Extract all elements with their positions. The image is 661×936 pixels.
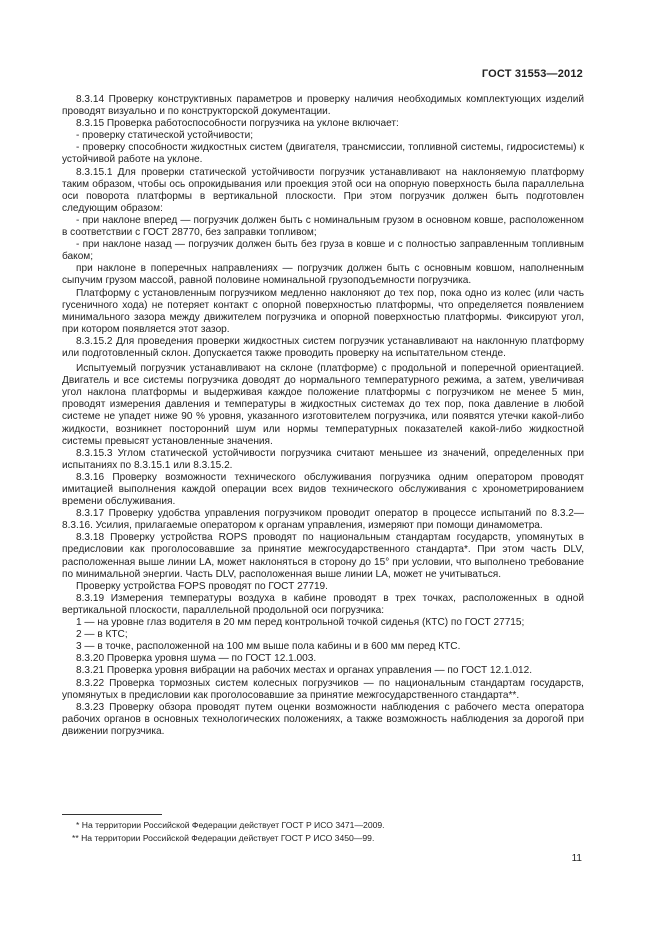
- paragraph-8-3-20: 8.3.20 Проверка уровня шума — по ГОСТ 12.1.003.: [76, 653, 317, 665]
- footnote-separator: [62, 814, 162, 815]
- list-item: - проверку способности жидкостных систем (двигателя, трансмиссии, топливной системы, гидросистемы) к устойчивой работе на уклоне.: [62, 142, 584, 166]
- document-body: [62, 94, 584, 738]
- standard-designation: ГОСТ 31553—2012: [481, 68, 583, 80]
- paragraph-8-3-17: 8.3.17 Проверку удобства управления погрузчиком проводит оператор в процессе испытаний по 8.3.2—8.3.16. Усилия, прилагаемые оператором к органам управления, измеряют при помощи динамометра.: [62, 508, 584, 532]
- paragraph-8-3-18: 8.3.18 Проверку устройства ROPS проводят по национальным стандартам государств, упомянутых в предисловии как проголосовавшие за принятие межгосударственного стандарта*. При этом часть DLV, расположенная выше линии LA, может наклоняться в сторону до 15° при условии, что выполнено требование по минимальной энергии. Часть DLV, расположенная выше линии LA, может не учитываться.: [62, 532, 584, 580]
- paragraph-8-3-15-1: 8.3.15.1 Для проверки статической устойчивости погрузчик устанавливают на наклоняемую платформу таким образом, чтобы ось опрокидывания или проекция этой оси на опорную поверхность была параллельна оси поворота платформы в вертикальной плоскости. При этом погрузчик должен быть подготовлен следующим образом:: [62, 166, 584, 214]
- paragraph-8-3-19: 8.3.19 Измерения температуры воздуха в кабине проводят в трех точках, расположенных в одной вертикальной плоскости, параллельной продольной оси погрузчика:: [62, 592, 584, 616]
- list-item: при наклоне в поперечных направлениях — погрузчик должен быть с основным ковшом, наполненным сыпучим грузом массой, равной половине номинальной грузоподъемности погрузчика.: [62, 263, 584, 287]
- list-item: - при наклоне вперед — погрузчик должен быть с номинальным грузом в основном ковше, расположенном в соответствии с ГОСТ 28770, без заправки топливом;: [62, 214, 584, 239]
- footnotes: [62, 819, 582, 845]
- footnote: * На территории Российской Федерации действует ГОСТ Р ИСО 3471—2009.: [76, 820, 385, 830]
- paragraph: Проверку устройства FOPS проводят по ГОСТ 27719.: [76, 580, 328, 592]
- paragraph-8-3-23: 8.3.23 Проверку обзора проводят путем оценки возможности наблюдения с рабочего места оператора рабочих органов в основных технологических положениях, а также возможность наблюдения за дорогой при движении погрузчика.: [62, 701, 584, 737]
- list-item: - проверку статической устойчивости;: [76, 130, 254, 142]
- footnote: ** На территории Российской Федерации действует ГОСТ Р ИСО 3450—99.: [72, 833, 375, 843]
- paragraph: Испытуемый погрузчик устанавливают на склоне (платформе) с продольной и поперечной ориентацией. Двигатель и все системы погрузчика доводят до нормального температурного режима, а затем, увеличивая угол наклона платформы и выдерживая каждое положение платформы с погрузчиком не менее 5 мин, проводят измерения давления и температуры в жидкостных системах до тех пор, пока давление в любой системе не упадет ниже 90 % уровня, указанного изготовителем погрузчика, или появятся утечки какой-либо жидкости, возникнет посторонний шум или нормы температурных показателей какой-либо жидкостной системы превысят установленные значения.: [62, 363, 584, 447]
- paragraph-8-3-22: 8.3.22 Проверка тормозных систем колесных погрузчиков — по национальным стандартам государств, упомянутых в предисловии как проголосовавшие за принятие межгосударственного стандарта**.: [62, 677, 584, 701]
- paragraph-8-3-15-2: 8.3.15.2 Для проведения проверки жидкостных систем погрузчик устанавливают на наклонную платформу или подготовленный склон. Допускается также проводить проверку на испытательном стенде.: [62, 335, 584, 359]
- paragraph-8-3-15: 8.3.15 Проверка работоспособности погрузчика на уклоне включает:: [76, 118, 399, 130]
- list-item: 2 — в КТС;: [76, 629, 128, 641]
- list-item: 1 — на уровне глаз водителя в 20 мм перед контрольной точкой сиденья (КТС) по ГОСТ 27715;: [76, 617, 525, 629]
- paragraph-8-3-15-3: 8.3.15.3 Углом статической устойчивости погрузчика считают меньшее из значений, определенных при испытаниях по 8.3.15.1 или 8.3.15.2.: [62, 447, 584, 471]
- list-item: - при наклоне назад — погрузчик должен быть без груза в ковше и с полностью заправленным топливным баком;: [62, 239, 584, 263]
- paragraph: Платформу с установленным погрузчиком медленно наклоняют до тех пор, пока одно из колес (или часть гусеничного хода) не потеряет контакт с опорной поверхностью платформы, что определяется появлением минимального зазора между движителем погрузчика и опорной поверхностью платформы. Фиксируют угол, при котором появляется этот зазор.: [62, 287, 584, 335]
- paragraph-8-3-16: 8.3.16 Проверку возможности технического обслуживания погрузчика одним оператором проводят имитацией выполнения каждой операции всех видов технического обслуживания с хронометрированием времени обслуживания.: [62, 471, 584, 508]
- paragraph-8-3-21: 8.3.21 Проверка уровня вибрации на рабочих местах и органах управления — по ГОСТ 12.1.012.: [76, 665, 533, 677]
- paragraph-8-3-14: 8.3.14 Проверку конструктивных параметров и проверку наличия необходимых комплектующих изделий проводят визуально и по конструкторской документации.: [62, 94, 584, 118]
- list-item: 3 — в точке, расположенной на 100 мм выше пола кабины и в 600 мм перед КТС.: [76, 641, 461, 653]
- page-number: 11: [571, 853, 582, 864]
